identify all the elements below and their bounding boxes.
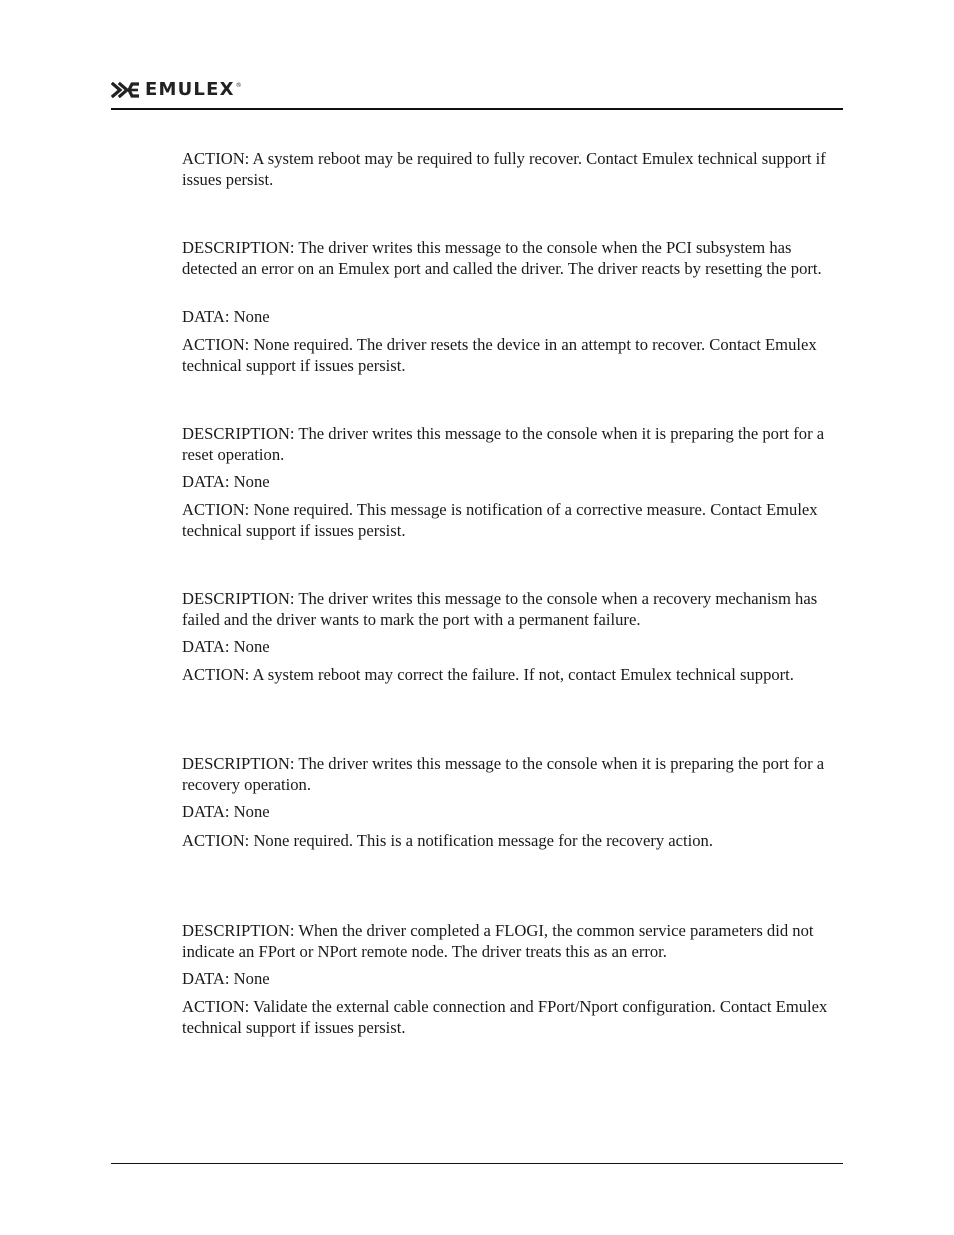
emulex-logo — [111, 80, 242, 100]
data-paragraph: DATA: None — [182, 637, 270, 656]
data-paragraph: DATA: None — [182, 307, 270, 326]
description-paragraph: DESCRIPTION: The driver writes this message to the console when the PCI subsystem has detected an error on an Emulex port and called the driver. The driver reacts by resetting the port. — [182, 238, 822, 278]
action-paragraph: ACTION: None required. The driver resets the device in an attempt to recover. Contact Emulex technical support if issues persist. — [182, 335, 817, 375]
footer-rule — [111, 1163, 843, 1164]
action-paragraph: ACTION: A system reboot may be required to fully recover. Contact Emulex technical support if issues persist. — [182, 149, 826, 189]
description-paragraph: DESCRIPTION: When the driver completed a FLOGI, the common service parameters did not indicate an FPort or NPort remote node. The driver treats this as an error. — [182, 921, 814, 961]
description-paragraph: DESCRIPTION: The driver writes this message to the console when a recovery mechanism has failed and the driver wants to mark the port with a permanent failure. — [182, 589, 818, 629]
data-paragraph: DATA: None — [182, 969, 270, 988]
data-paragraph: DATA: None — [182, 472, 270, 491]
logo-wordmark: EMULEX — [145, 79, 235, 100]
data-paragraph: DATA: None — [182, 802, 270, 821]
action-paragraph: ACTION: A system reboot may correct the failure. If not, contact Emulex technical support. — [182, 665, 794, 684]
emulex-mark-icon — [111, 82, 141, 98]
header-rule — [111, 108, 843, 110]
description-paragraph: DESCRIPTION: The driver writes this message to the console when it is preparing the port for a reset operation. — [182, 424, 825, 464]
action-paragraph: ACTION: None required. This message is notification of a corrective measure. Contact Emulex technical support if issues persist. — [182, 500, 818, 540]
action-paragraph: ACTION: Validate the external cable connection and FPort/Nport configuration. Contact Emulex technical support if issues persist. — [182, 997, 828, 1037]
action-paragraph: ACTION: None required. This is a notification message for the recovery action. — [182, 831, 713, 850]
logo-trademark: ® — [235, 82, 242, 89]
description-paragraph: DESCRIPTION: The driver writes this message to the console when it is preparing the port for a recovery operation. — [182, 754, 825, 794]
